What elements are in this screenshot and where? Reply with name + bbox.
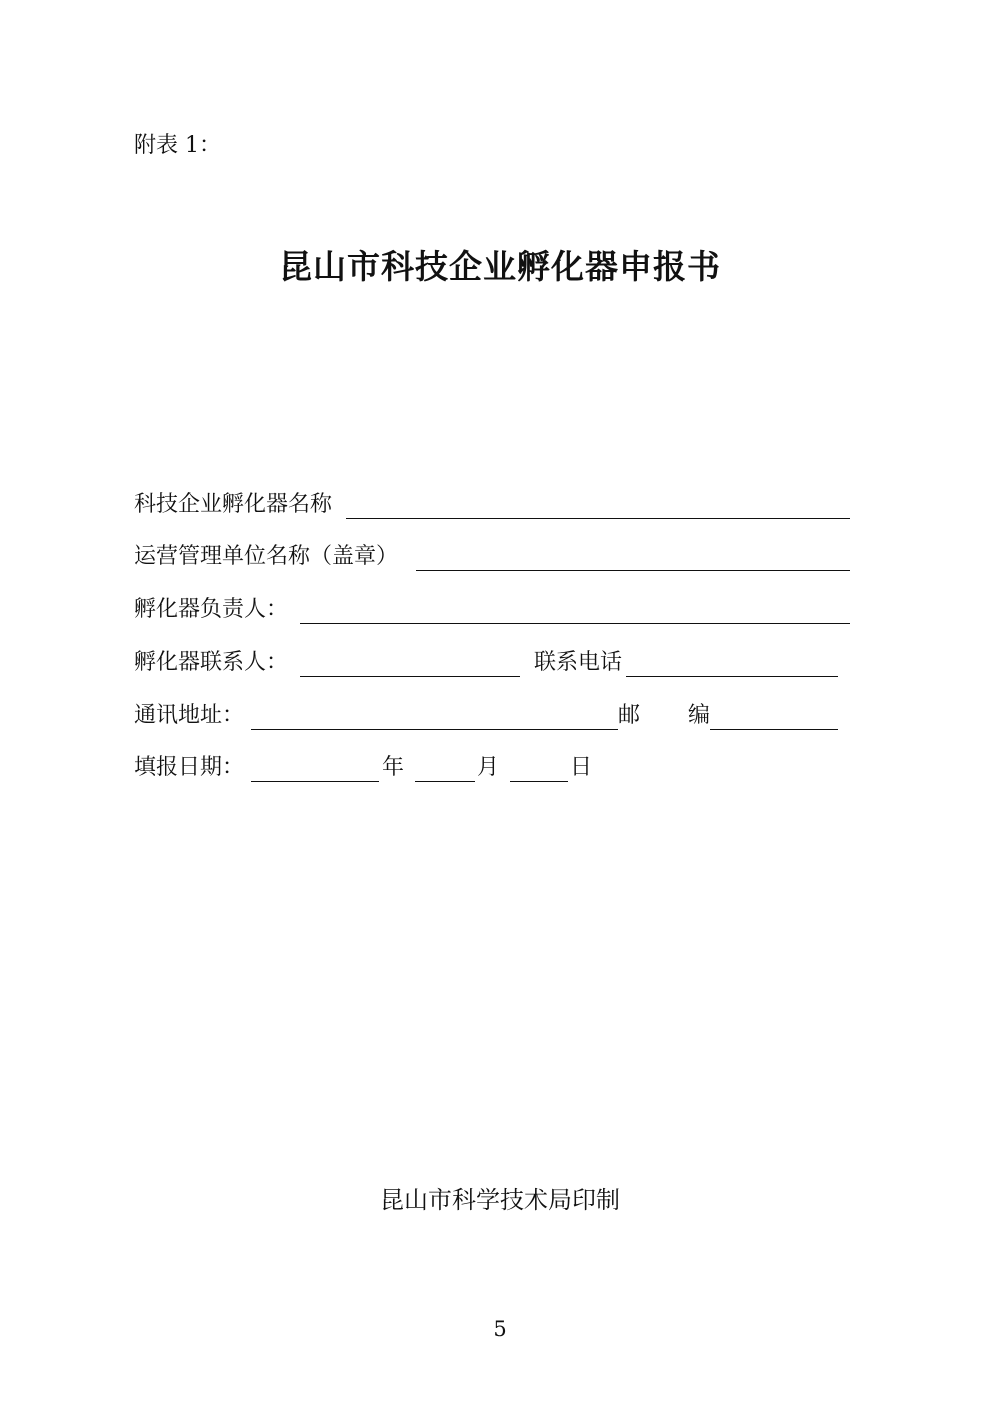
incubator-contact-label: 孵化器联系人： — [134, 650, 289, 675]
incubator-contact-line[interactable] — [300, 676, 520, 677]
incubator-name-line[interactable] — [346, 518, 850, 519]
phone-label: 联系电话 — [534, 650, 623, 675]
field-row-operator-name — [134, 541, 854, 573]
page-title: 昆山市科技企业孵化器申报书 — [279, 247, 721, 286]
attachment-label: 附表 1： — [134, 133, 221, 158]
postcode-line[interactable] — [710, 729, 838, 730]
day-line[interactable] — [510, 781, 568, 782]
field-row-address — [134, 700, 854, 732]
field-row-incubator-head — [134, 594, 854, 626]
issuer-text: 昆山市科学技术局印制 — [380, 1186, 620, 1214]
incubator-head-line[interactable] — [300, 623, 850, 624]
address-line[interactable] — [251, 729, 618, 730]
page-number: 5 — [493, 1317, 507, 1341]
phone-line[interactable] — [626, 676, 838, 677]
day-label: 日 — [570, 755, 593, 780]
postcode-label-part1: 邮 — [618, 703, 641, 728]
incubator-head-label: 孵化器负责人： — [134, 597, 289, 622]
operator-name-line[interactable] — [416, 570, 850, 571]
address-label: 通讯地址： — [134, 703, 245, 728]
month-label: 月 — [477, 755, 500, 780]
operator-name-label: 运营管理单位名称（盖章） — [134, 544, 399, 569]
year-label: 年 — [382, 755, 405, 780]
year-line[interactable] — [251, 781, 379, 782]
date-label: 填报日期： — [134, 755, 245, 780]
month-line[interactable] — [415, 781, 475, 782]
field-row-incubator-name — [134, 489, 854, 521]
incubator-name-label: 科技企业孵化器名称 — [134, 492, 333, 517]
field-row-contact — [134, 647, 854, 679]
postcode-label-part2: 编 — [688, 703, 711, 728]
field-row-date — [134, 752, 854, 784]
